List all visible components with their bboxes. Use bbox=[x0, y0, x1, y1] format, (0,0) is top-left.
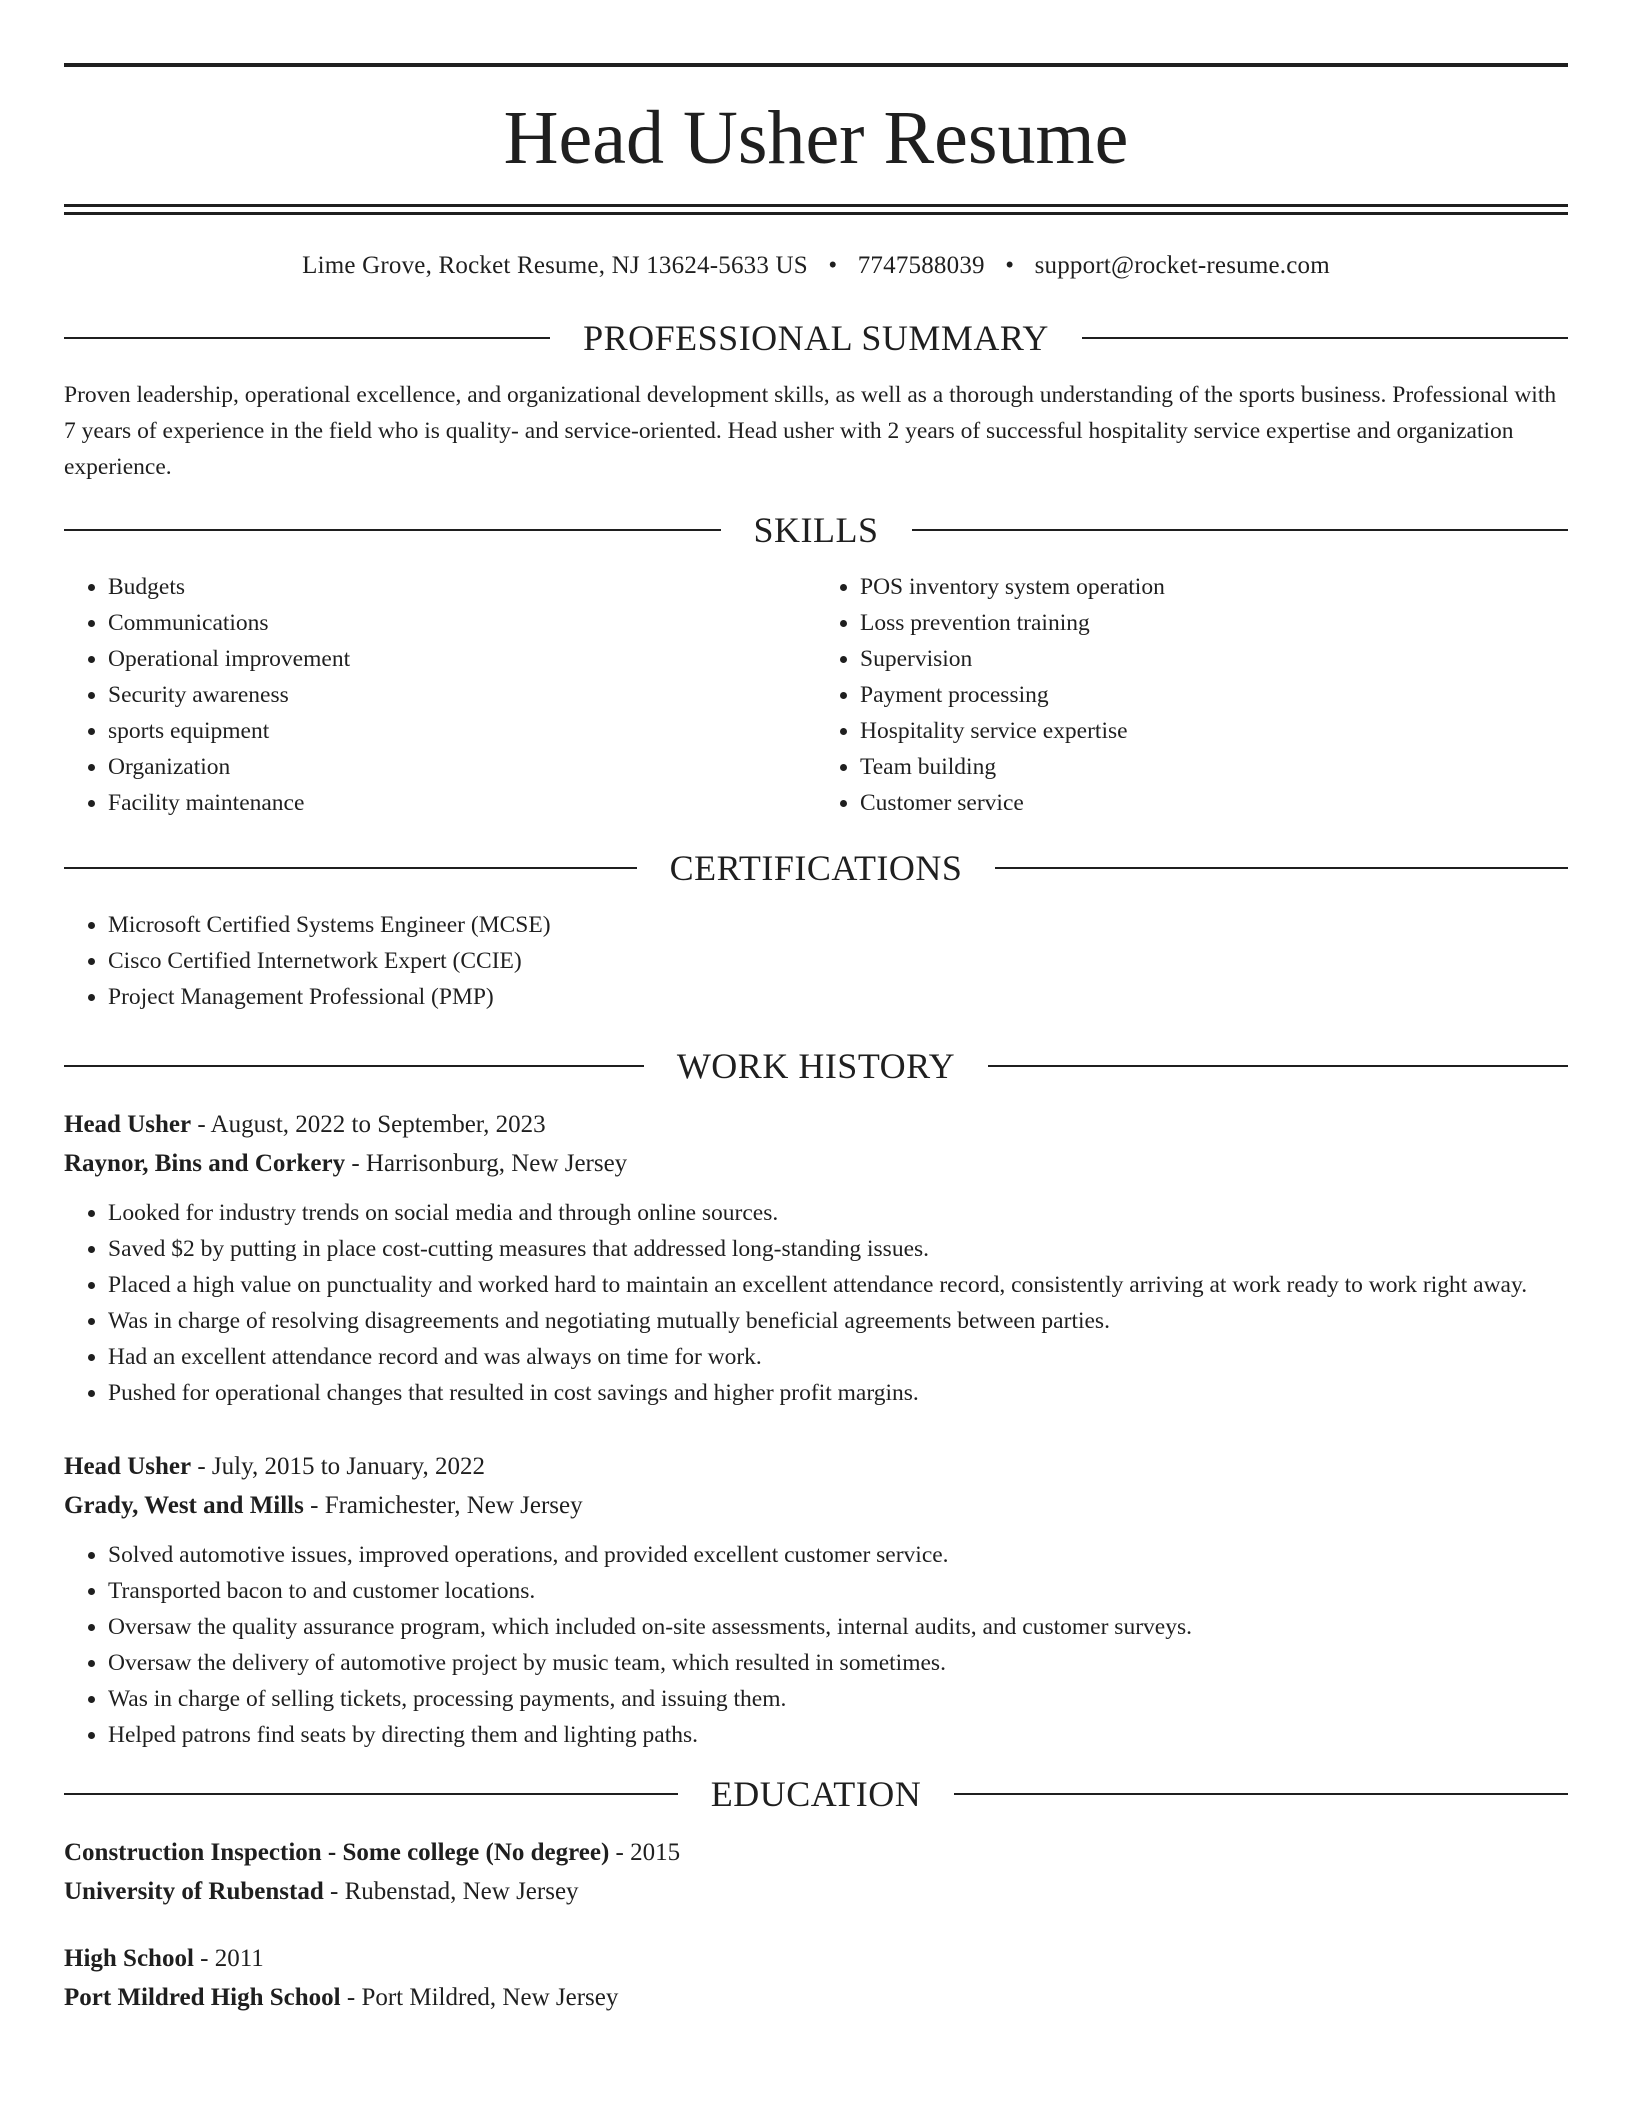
education-degree-line: High School - 2011 bbox=[64, 1945, 264, 1972]
job-bullet: • Transported bacon to and customer locations. bbox=[108, 1573, 1568, 1609]
section-rule-right bbox=[954, 1793, 1568, 1795]
job-location: Harrisonburg, New Jersey bbox=[365, 1150, 628, 1177]
section-rule-left bbox=[64, 1793, 678, 1795]
section-title-certifications: CERTIFICATIONS bbox=[669, 848, 963, 888]
skill-item: • Security awareness bbox=[108, 677, 816, 713]
job-entry bbox=[64, 1447, 1568, 1753]
job-bullet: • Had an excellent attendance record and was always on time for work. bbox=[108, 1339, 1568, 1375]
section-rule-left bbox=[64, 1065, 644, 1067]
job-company-line: Raynor, Bins and Corkery - Harrisonburg, New Jersey bbox=[64, 1150, 628, 1177]
job-dates: July, 2015 to January, 2022 bbox=[211, 1453, 486, 1480]
education-degree: High School bbox=[64, 1945, 194, 1972]
job-title: Head Usher bbox=[64, 1111, 192, 1138]
skill-item: • Customer service bbox=[860, 785, 1568, 821]
section-title-skills: SKILLS bbox=[753, 510, 879, 550]
education-school: Port Mildred High School bbox=[64, 1984, 341, 2011]
section-header-work bbox=[64, 1045, 1568, 1087]
certifications-list bbox=[64, 907, 1568, 1015]
job-bullets bbox=[64, 1537, 1568, 1753]
job-bullet: • Was in charge of selling tickets, processing payments, and issuing them. bbox=[108, 1681, 1568, 1717]
skill-item: • Budgets bbox=[108, 569, 816, 605]
skill-item: • Operational improvement bbox=[108, 641, 816, 677]
certifications-block bbox=[64, 907, 1568, 1015]
skill-item: • Team building bbox=[860, 749, 1568, 785]
resume-page bbox=[64, 0, 1568, 2017]
job-title-line: Head Usher - July, 2015 to January, 2022 bbox=[64, 1453, 486, 1480]
section-rule-right bbox=[995, 867, 1568, 869]
education-year: 2011 bbox=[214, 1945, 264, 1972]
skill-item: • sports equipment bbox=[108, 713, 816, 749]
section-rule-left bbox=[64, 529, 721, 531]
section-title-education: EDUCATION bbox=[710, 1774, 922, 1814]
job-bullet: • Saved $2 by putting in place cost-cutting measures that addressed long-standing issues. bbox=[108, 1231, 1568, 1267]
skill-item: • Payment processing bbox=[860, 677, 1568, 713]
section-title-summary: PROFESSIONAL SUMMARY bbox=[583, 318, 1049, 358]
section-rule-right bbox=[988, 1065, 1568, 1067]
summary-text: Proven leadership, operational excellence, and organizational development skills, as well as a thorough understanding of the sports business. Professional with 7 years of experience in the field who is quality- and service-oriented. Head usher with 2 years of successful hospitality service expertise and organization experience. bbox=[64, 382, 1557, 480]
job-bullet: • Solved automotive issues, improved operations, and provided excellent customer service. bbox=[108, 1537, 1568, 1573]
education-entry bbox=[64, 1939, 1568, 2017]
job-title-line: Head Usher - August, 2022 to September, 2023 bbox=[64, 1111, 546, 1138]
job-bullet: • Was in charge of resolving disagreements and negotiating mutually beneficial agreements between parties. bbox=[108, 1303, 1568, 1339]
job-entry bbox=[64, 1105, 1568, 1411]
section-rule-right bbox=[1082, 337, 1568, 339]
education-degree: Construction Inspection - Some college (No degree) bbox=[64, 1839, 610, 1866]
skill-item: • Communications bbox=[108, 605, 816, 641]
skill-item: • Hospitality service expertise bbox=[860, 713, 1568, 749]
skills-list-left bbox=[64, 569, 816, 821]
education-entry bbox=[64, 1833, 1568, 1911]
certification-item: • Microsoft Certified Systems Engineer (MCSE) bbox=[108, 907, 1568, 943]
skills-columns bbox=[64, 569, 1568, 821]
education-school-line: University of Rubenstad - Rubenstad, New Jersey bbox=[64, 1878, 579, 1905]
skill-item: • Loss prevention training bbox=[860, 605, 1568, 641]
job-dates: August, 2022 to September, 2023 bbox=[210, 1111, 546, 1138]
job-bullet: • Looked for industry trends on social media and through online sources. bbox=[108, 1195, 1568, 1231]
section-rule-left bbox=[64, 337, 550, 339]
skill-item: • Organization bbox=[108, 749, 816, 785]
job-bullet: • Oversaw the quality assurance program, which included on-site assessments, internal audits, and customer surveys. bbox=[108, 1609, 1568, 1645]
contact-separator: • bbox=[828, 252, 838, 279]
job-bullet: • Pushed for operational changes that resulted in cost savings and higher profit margins. bbox=[108, 1375, 1568, 1411]
skills-list-right bbox=[816, 569, 1568, 821]
education-location: Rubenstad, New Jersey bbox=[344, 1878, 579, 1905]
certification-item: • Project Management Professional (PMP) bbox=[108, 979, 1568, 1015]
skill-item: • Supervision bbox=[860, 641, 1568, 677]
education-school-line: Port Mildred High School - Port Mildred, New Jersey bbox=[64, 1984, 619, 2011]
job-company-line: Grady, West and Mills - Framichester, New Jersey bbox=[64, 1492, 583, 1519]
job-bullet: • Placed a high value on punctuality and worked hard to maintain an excellent attendance record, consistently arriving at work ready to work right away. bbox=[108, 1267, 1568, 1303]
education-location: Port Mildred, New Jersey bbox=[361, 1984, 619, 2011]
education-year: 2015 bbox=[630, 1839, 681, 1866]
education-school: University of Rubenstad bbox=[64, 1878, 324, 1905]
contact-email[interactable]: support@rocket-resume.com bbox=[1034, 252, 1330, 279]
section-header-certifications bbox=[64, 847, 1568, 889]
job-company: Raynor, Bins and Corkery bbox=[64, 1150, 346, 1177]
job-title: Head Usher bbox=[64, 1453, 192, 1480]
job-bullet: • Oversaw the delivery of automotive project by music team, which resulted in sometimes. bbox=[108, 1645, 1568, 1681]
section-title-work: WORK HISTORY bbox=[676, 1046, 956, 1086]
section-rule-right bbox=[912, 529, 1569, 531]
certification-item: • Cisco Certified Internetwork Expert (CCIE) bbox=[108, 943, 1568, 979]
job-bullet: • Helped patrons find seats by directing them and lighting paths. bbox=[108, 1717, 1568, 1753]
contact-separator: • bbox=[1005, 252, 1015, 279]
job-location: Framichester, New Jersey bbox=[324, 1492, 583, 1519]
title-double-rule bbox=[64, 204, 1568, 215]
section-header-skills bbox=[64, 509, 1568, 551]
section-header-education bbox=[64, 1773, 1568, 1815]
section-header-summary bbox=[64, 317, 1568, 359]
job-company: Grady, West and Mills bbox=[64, 1492, 304, 1519]
contact-address: Lime Grove, Rocket Resume, NJ 13624-5633 US bbox=[302, 252, 808, 279]
job-bullets bbox=[64, 1195, 1568, 1411]
page-title: Head Usher Resume bbox=[503, 96, 1129, 180]
contact-phone: 7747588039 bbox=[857, 252, 985, 279]
skill-item: • POS inventory system operation bbox=[860, 569, 1568, 605]
skill-item: • Facility maintenance bbox=[108, 785, 816, 821]
section-rule-left bbox=[64, 867, 637, 869]
contact-line bbox=[64, 252, 1568, 280]
education-degree-line: Construction Inspection - Some college (No degree) - 2015 bbox=[64, 1839, 681, 1866]
